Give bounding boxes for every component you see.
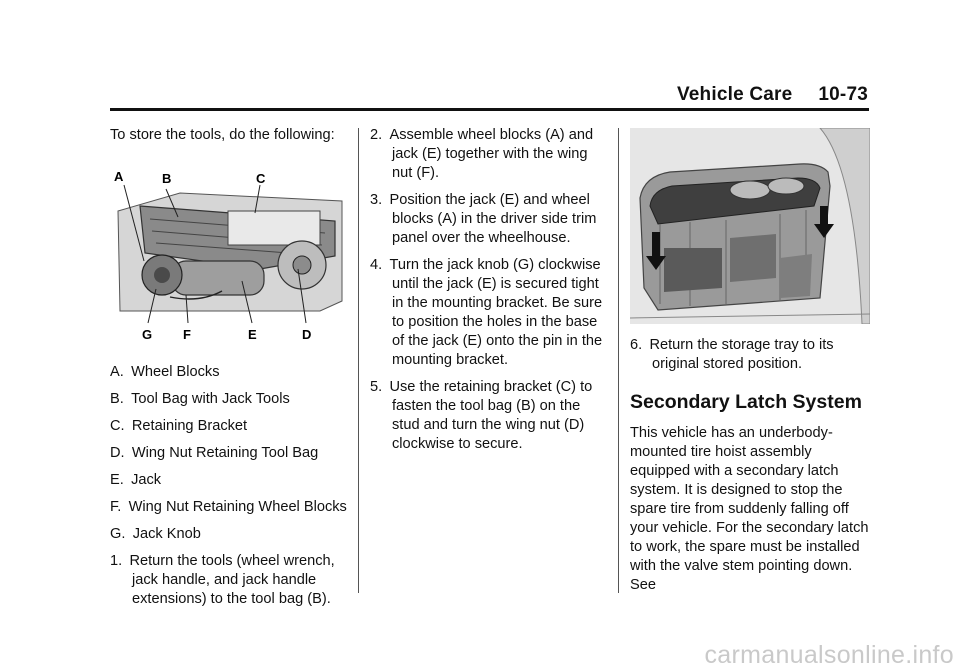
- step-4: 4. Turn the jack knob (G) clockwise until the jack (E) is secured tight in the mounting bracket. Be sure to position the holes in the base of the jack (E) onto the pin in the mounting bracket.: [370, 257, 603, 368]
- column-3: [630, 126, 870, 603]
- step-5: 5. Use the retaining bracket (C) to fasten the tool bag (B) on the stud and turn the wing nut (D) clockwise to secure.: [370, 379, 593, 452]
- jack-storage-illustration: [110, 161, 350, 349]
- legend-item-g: G. Jack Knob: [110, 526, 201, 542]
- column-divider-1: [358, 128, 359, 593]
- site-watermark: carmanualsonline.info: [704, 641, 954, 669]
- running-header: [677, 84, 868, 106]
- column-2: [370, 126, 610, 462]
- step-6: 6. Return the storage tray to its original stored position.: [630, 337, 834, 372]
- column-divider-2: [618, 128, 619, 593]
- figure-label-a: A: [114, 169, 124, 184]
- figure-label-b: B: [162, 171, 172, 186]
- legend-item-b: B. Tool Bag with Jack Tools: [110, 391, 290, 407]
- legend-item-c: C. Retaining Bracket: [110, 418, 248, 434]
- legend-item-a: A. Wheel Blocks: [110, 364, 220, 380]
- legend-item-d: D. Wing Nut Retaining Tool Bag: [110, 445, 319, 461]
- column-1: [110, 126, 350, 617]
- figure-label-g: G: [142, 327, 153, 342]
- section-title: Vehicle Care: [676, 84, 793, 105]
- figure-label-d: D: [302, 327, 312, 342]
- step-1: 1. Return the tools (wheel wrench, jack handle, and jack handle extensions) to the tool bag (B).: [110, 553, 335, 607]
- legend-item-f: F. Wing Nut Retaining Wheel Blocks: [110, 499, 347, 515]
- page-number: 10-73: [818, 84, 868, 105]
- figure-label-c: C: [256, 171, 266, 186]
- legend-item-e: E. Jack: [110, 472, 162, 488]
- header-rule: [110, 108, 869, 111]
- step-2: 2. Assemble wheel blocks (A) and jack (E) together with the wing nut (F).: [370, 127, 594, 181]
- section-body: This vehicle has an underbody-mounted tire hoist assembly equipped with a secondary latch system. It is designed to stop the spare tire from suddenly falling off your vehicle. For the secondary latch to work, the spare must be installed with the valve stem pointing down. See: [630, 425, 869, 593]
- storage-tray-illustration: [630, 128, 870, 324]
- step-3: 3. Position the jack (E) and wheel blocks (A) in the driver side trim panel over the wheelhouse.: [370, 192, 597, 246]
- section-heading: Secondary Latch System: [630, 391, 862, 413]
- figure-label-e: E: [248, 327, 257, 342]
- figure-label-f: F: [183, 327, 191, 342]
- intro-text: To store the tools, do the following:: [110, 127, 335, 143]
